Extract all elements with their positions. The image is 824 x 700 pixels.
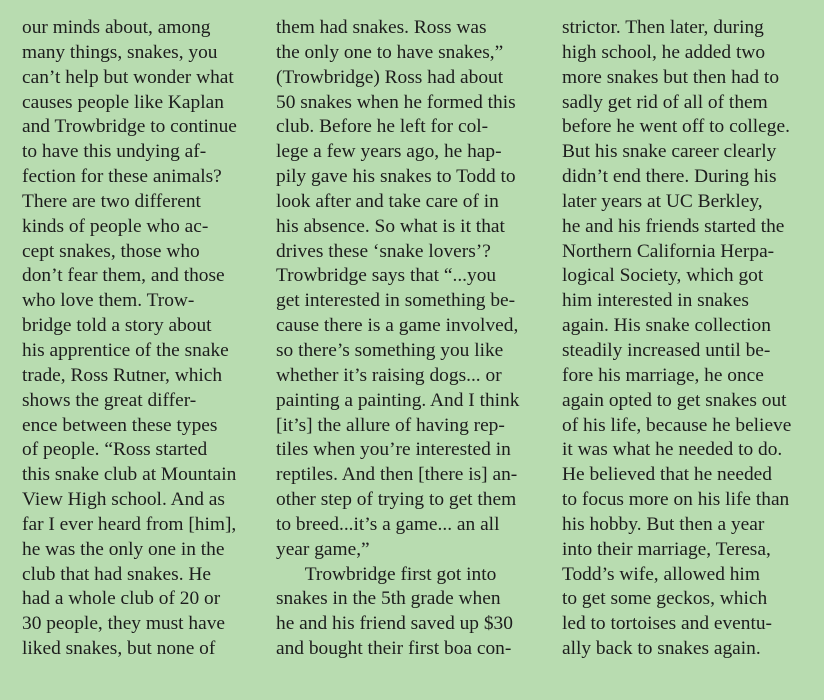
text-line: and bought their first boa con- [276, 638, 512, 660]
text-line: to get some geckos, which [562, 588, 768, 610]
text-line: Northern California Herpa- [562, 240, 775, 262]
text-line: of his life, because he believe [562, 414, 792, 436]
text-line: Trowbridge says that “...you [276, 265, 497, 287]
text-line: them had snakes. Ross was [276, 17, 487, 38]
text-line: snakes in the 5th grade when [276, 588, 501, 610]
text-line: club. Before he left for col- [276, 116, 489, 138]
text-line: liked snakes, but none of [22, 638, 216, 660]
text-line: year game,” [276, 538, 370, 560]
text-column-2 [276, 16, 542, 662]
text-line: strictor. Then later, during [562, 17, 764, 38]
text-line: get interested in something be- [276, 290, 516, 312]
text-line: There are two different [22, 190, 201, 212]
text-line: club that had snakes. He [22, 563, 212, 585]
text-line: he was the only one in the [22, 538, 225, 560]
text-line: reptiles. And then [there is] an- [276, 464, 518, 486]
text-line: bridge told a story about [22, 315, 212, 337]
text-line: He believed that he needed [562, 464, 772, 486]
text-line: look after and take care of in [276, 190, 499, 212]
text-line: shows the great differ- [22, 389, 197, 411]
text-line: him interested in snakes [562, 290, 749, 312]
text-line: he and his friend saved up $30 [276, 613, 513, 635]
text-line: to have this undying af- [22, 141, 207, 163]
text-line: cept snakes, those who [22, 240, 200, 262]
text-line: and Trowbridge to continue [22, 116, 237, 138]
text-line: led to tortoises and eventu- [562, 613, 773, 635]
text-line: fore his marriage, he once [562, 364, 764, 386]
text-line: who love them. Trow- [22, 290, 195, 312]
text-line: many things, snakes, you [22, 41, 218, 63]
text-line: his hobby. But then a year [562, 513, 765, 535]
text-line: logical Society, which got [562, 265, 764, 287]
text-line: before he went off to college. [562, 116, 790, 138]
text-line: don’t fear them, and those [22, 265, 225, 287]
text-line: [it’s] the allure of having rep- [276, 414, 505, 436]
text-line: Todd’s wife, allowed him [562, 563, 760, 585]
text-line: his absence. So what is it that [276, 215, 505, 237]
text-line: his apprentice of the snake [22, 339, 229, 361]
text-line: fection for these animals? [22, 166, 222, 188]
text-line: causes people like Kaplan [22, 91, 224, 113]
text-line: 30 people, they must have [22, 613, 226, 635]
text-line: View High school. And as [22, 489, 225, 511]
text-line: cause there is a game involved, [276, 315, 519, 337]
text-line: trade, Ross Rutner, which [22, 364, 223, 386]
text-line: far I ever heard from [him], [22, 513, 237, 535]
text-line: tiles when you’re interested in [276, 439, 511, 461]
text-line: lege a few years ago, he hap- [276, 141, 502, 163]
text-line: (Trowbridge) Ross had about [276, 66, 504, 88]
text-line: high school, he added two [562, 41, 766, 63]
text-line: again. His snake collection [562, 315, 771, 337]
text-line: of people. “Ross started [22, 439, 208, 461]
text-line: to focus more on his life than [562, 489, 790, 511]
text-line: painting a painting. And I think [276, 389, 520, 411]
text-column-3 [562, 16, 824, 662]
text-line: pily gave his snakes to Todd to [276, 166, 516, 188]
text-line: again opted to get snakes out [562, 389, 787, 411]
text-line: he and his friends started the [562, 215, 785, 237]
text-line: can’t help but wonder what [22, 66, 234, 88]
text-line: had a whole club of 20 or [22, 588, 221, 610]
text-line: didn’t end there. During his [562, 166, 777, 188]
text-line: ence between these types [22, 414, 218, 436]
text-line: other step of trying to get them [276, 489, 517, 511]
text-column-1 [22, 16, 262, 662]
text-line: sadly get rid of all of them [562, 91, 768, 113]
text-line: Trowbridge first got into [276, 563, 497, 585]
text-line: more snakes but then had to [562, 66, 780, 88]
text-line: kinds of people who ac- [22, 215, 209, 237]
text-line: our minds about, among [22, 17, 211, 38]
text-line: drives these ‘snake lovers’? [276, 240, 491, 262]
text-line: into their marriage, Teresa, [562, 538, 771, 560]
text-line: the only one to have snakes,” [276, 41, 504, 63]
text-line: to breed...it’s a game... an all [276, 513, 500, 535]
text-line: whether it’s raising dogs... or [276, 364, 502, 386]
text-line: ally back to snakes again. [562, 638, 761, 660]
text-line: steadily increased until be- [562, 339, 771, 361]
text-line: later years at UC Berkley, [562, 190, 763, 212]
text-line: But his snake career clearly [562, 141, 777, 163]
text-line: so there’s something you like [276, 339, 504, 361]
text-line: this snake club at Mountain [22, 464, 237, 486]
text-line: 50 snakes when he formed this [276, 91, 516, 113]
text-line: it was what he needed to do. [562, 439, 783, 461]
